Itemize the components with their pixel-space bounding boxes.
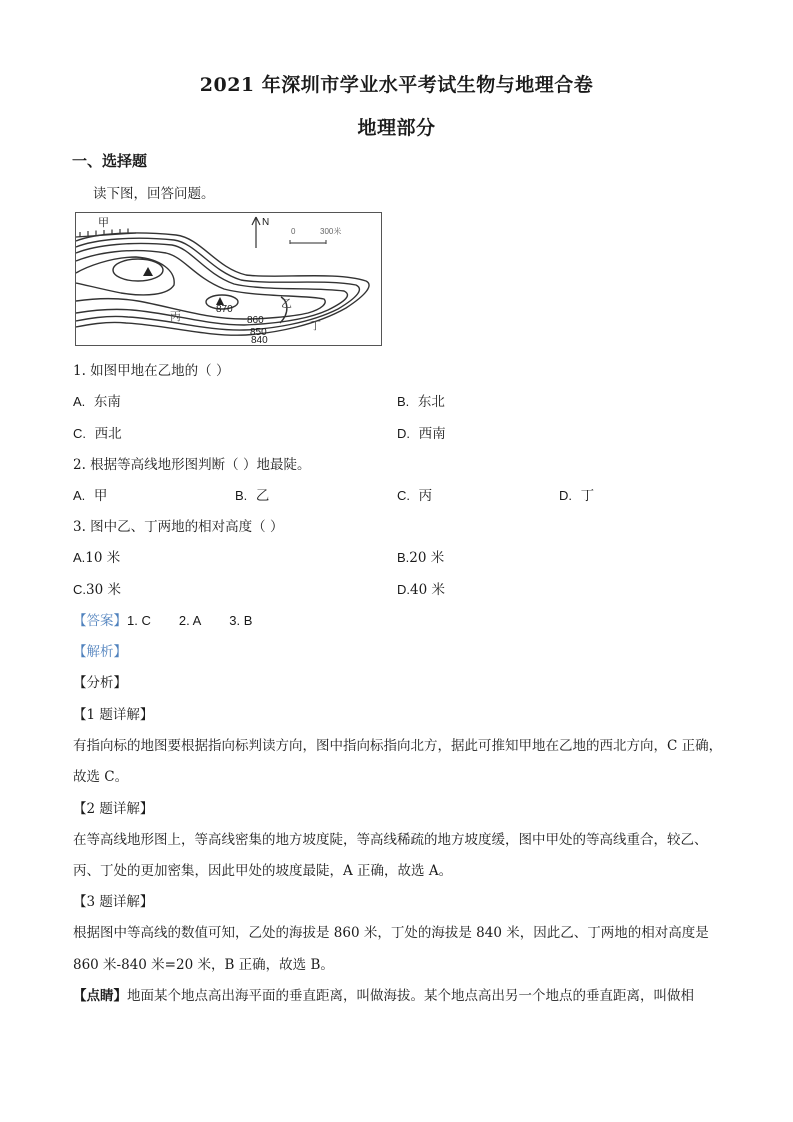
- scale-bar-icon: [290, 240, 326, 244]
- question-3-stem: 3. 图中乙、丁两地的相对高度（ ）: [73, 519, 284, 535]
- analysis-label: 【解析】: [73, 644, 127, 660]
- q1-option-b[interactable]: B. 东北: [397, 394, 445, 410]
- detail-1-line-1: 有指向标的地图要根据指向标判读方向，图中指向标指向北方，据此可推知甲地在乙地的西北方向，C 正确，: [73, 738, 723, 754]
- dianjing-line: [73, 984, 694, 1004]
- dianjing-label: 【点睛】: [73, 988, 127, 1004]
- contour-label-840: 840: [251, 335, 268, 346]
- document-subtitle: 地理部分: [357, 117, 436, 139]
- q1-option-c[interactable]: C. 西北: [73, 426, 122, 442]
- section-heading: 一、选择题: [72, 152, 148, 170]
- scale-zero: 0: [291, 227, 296, 236]
- q2-option-c[interactable]: C. 丙: [397, 488, 433, 504]
- question-2-stem: 2. 根据等高线地形图判断（ ）地最陡。: [73, 457, 311, 473]
- north-arrow-icon: [252, 217, 260, 248]
- map-label-yi: 乙: [281, 298, 292, 310]
- detail-1-heading: 【1 题详解】: [73, 707, 154, 723]
- detail-3-line-1: 根据图中等高线的数值可知，乙处的海拔是 860 米，丁处的海拔是 840 米，因此乙、丁两地的相对高度是: [73, 925, 709, 941]
- instruction-text: 读下图，回答问题。: [93, 186, 215, 202]
- answer-item-1: 1. C: [127, 613, 151, 628]
- question-1-stem: 1. 如图甲地在乙地的（ ）: [73, 363, 230, 379]
- peak-triangle-icon: [143, 267, 153, 276]
- answer-line: [73, 609, 252, 629]
- contour-map: [75, 212, 382, 346]
- answer-label: 【答案】: [73, 613, 127, 629]
- detail-2-heading: 【2 题详解】: [73, 801, 154, 817]
- detail-3-line-2: 860 米-840 米=20 米，B 正确，故选 B。: [73, 957, 334, 973]
- answer-item-2: 2. A: [178, 613, 202, 628]
- detail-2-line-1: 在等高线地形图上，等高线密集的地方坡度陡，等高线稀疏的地方坡度缓，图中甲处的等高线重合，较乙、: [73, 832, 708, 848]
- q3-option-a[interactable]: A.10 米: [73, 550, 121, 566]
- contour-label-850: 850: [250, 327, 267, 338]
- q3-option-c[interactable]: C.30 米: [73, 582, 121, 598]
- q1-option-d[interactable]: D. 西南: [397, 426, 446, 442]
- map-label-jia: 甲: [98, 217, 109, 229]
- q3-option-b[interactable]: B.20 米: [397, 550, 445, 566]
- contour-label-860: 860: [247, 315, 264, 326]
- fenxi-label: 【分析】: [73, 675, 127, 691]
- q2-option-d[interactable]: D. 丁: [559, 488, 595, 504]
- q2-option-a[interactable]: A. 甲: [73, 488, 108, 504]
- detail-1-line-2: 故选 C。: [73, 769, 129, 785]
- q3-option-d[interactable]: D.40 米: [397, 582, 445, 598]
- detail-2-line-2: 丙、丁处的更加密集，因此甲处的坡度最陡，A 正确，故选 A。: [73, 863, 453, 879]
- dianjing-text: 地面某个地点高出海平面的垂直距离，叫做海拔。某个地点高出另一个地点的垂直距离，叫做相: [127, 988, 694, 1004]
- contour-label-870: 870: [216, 304, 233, 315]
- q2-option-b[interactable]: B. 乙: [235, 488, 270, 504]
- document-title: 2021 年深圳市学业水平考试生物与地理合卷: [199, 74, 594, 96]
- scale-length: 300米: [320, 227, 342, 236]
- answer-item-3: 3. B: [229, 613, 253, 628]
- map-label-bing: 丙: [170, 311, 181, 323]
- detail-3-heading: 【3 题详解】: [73, 894, 154, 910]
- map-label-north: N: [262, 217, 270, 228]
- q1-option-a[interactable]: A. 东南: [73, 394, 121, 410]
- map-label-ding: 丁: [310, 320, 321, 332]
